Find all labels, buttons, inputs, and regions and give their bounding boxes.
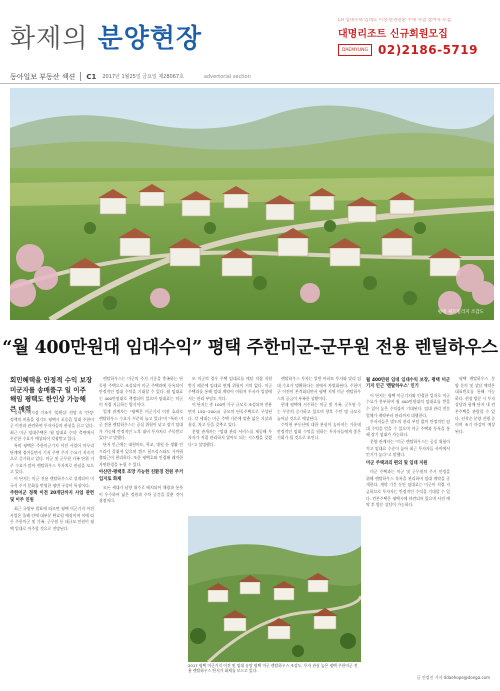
secondary-image-caption: 2017 평택 미군기지 이전 및 임대 유망 평택 미군 렌탈하우스 조감도. 투자 관심 높은 평택 주한미군 전용 렌탈하우스 단지가 화제를 모으고 있다. [188,663,358,673]
article-column-5 [366,376,450,662]
paragraph: 렌탈하우스는 미군의 주거 기준을 충족하는 단독형 주택으로 조성되며 미군 주택과에 등록되어 안정적인 임대 수익을 기대할 수 있다. 월 임대료는 400만원대로 책정되어 있으며 임대료는 미군이 직접 지급하는 방식이다. [99,376,183,408]
paragraph: 이 단지는 평택 미군기지와 인접한 입지로 미군 수요가 풍부하며 월 400만원대의 임대료를 받을 수 있어 높은 수익률이 기대된다. 임대 관리 전문 업체가 계약부터 관리까지 대행한다. [366,392,450,418]
article-column-4 [277,376,361,512]
paragraph: 업계 관계자는 "평택은 미군기지 이전 효과로 렌탈하우스 수요가 꾸준히 늘고 있다"며 "특히 미군 전용 렌탈하우스는 공실 위험이 낮고 장기 임대가 가능해 안정적인 노후 대비 투자처로 주목받고 있다"고 말했다. [99,408,183,441]
secondary-rendering-image [188,516,361,662]
paragraph: 이 단지는 미군 전용 렌탈하우스로 설계되어 미국식 주거 문화를 반영한 평면 구성이 특징이다. [10,475,94,488]
paragraph: 분양 관계자는 "임대 관리 서비스를 제공해 투자자가 직접 관리하지 않아도 되는 시스템을 갖췄다"고 설명했다. [188,428,272,447]
subheading: 아산만·평택호 조망 가능한 친환경 전원 주거 입지로 화제 [99,470,183,482]
paragraph: 최근 국방부 발표에 따르면 평택 미군기지 이전 사업은 올해 안에 대부분 완료될 예정이며 이에 따른 주한미군 및 가족, 군무원 등 대규모 인원이 평택 일대로 이주할 것으로 전망된다. [10,505,94,531]
paragraph: 이 단지는 총 100여 가구 규모로 조성되며 전용면적 150~200㎡ 규모의 단독주택으로 구성된다. 각 세대는 미군 주택 기준에 맞춘 넓은 거실과 침실, 차고 등을 갖추고 있다. [188,402,272,428]
article-column-1 [10,410,94,662]
paper-name: 동아일보 부동산 섹션 [10,72,76,81]
divider [80,72,81,81]
daemyung-logo-icon: DAEMYUNG [338,44,372,56]
hillside-houses-illustration [188,516,361,662]
photo-credit: 평택 제트빌리지 조감도 [437,310,484,315]
section-title [10,18,202,55]
ad-main-text: 대명리조트 신규회원모집 [338,29,448,40]
ad-box[interactable] [338,18,494,66]
section-title-light: 화제의 [10,24,98,54]
ad-phone: 02)2186-5719 [378,43,478,57]
paragraph: 단지 인근에는 대형마트, 학교, 병원 등 생활 인프라가 갖춰져 있으며 캠프 험프리스와도 가까워 출퇴근이 편리하다. 또한 평택호와 인접해 쾌적한 자연환경을 누릴 수 있다. [99,441,183,467]
paragraph: 모든 세대가 남향 위주로 배치되어 채광과 통풍이 우수하며 넓은 정원과 주차 공간을 갖춘 것이 장점이다. [99,485,183,504]
paragraph: 분양 관계자는 "미군 렌탈하우스는 공실 위험이 적고 임대료 수준이 높아 최근 투자자들 사이에서 인기가 높다"고 말했다. [366,438,450,458]
paragraph: 수익형 부동산에 대한 관심이 높아지는 가운데 안정적인 임대 수익을 원하는 투자자들에게 좋은 기회가 될 것으로 보인다. [277,422,361,441]
main-rendering-image [10,88,494,320]
ad-bottom [338,43,494,57]
paragraph: 미군 주택과는 미군 및 군무원의 주거 안정을 위해 렌탈하우스 목록을 관리하며 임대 계약을 중개한다. 계약 기간 동안 임대료는 미군이 직접 지급하므로 투자자는 안정적인 수익을 기대할 수 있다. 견본주택은 평택시에 마련되어 있으며 사전 예약 후 방문 상담이 가능하다. [366,469,450,508]
paragraph: 올해 주택시장 기조가 '불확실' 전망 속 '안정' 정책의 비율을 경기도 평택시 포승읍 일대 주한미군 이전과 관련하여 투자자들의 관심을 끌고 있다. 최근 미군 임대주택은 '월 임대료 수익' 측면에서 꾸준한 수요가 예상되어 각광받고 있다. [10,410,94,442]
paragraph: 또 미군의 경우 주택 임대료를 매달 직접 지원받기 때문에 임대료 연체 위험이 거의 없다. 미군 주택과를 통해 임대 계약이 이뤄져 투자자 입장에서는 관리 부담도 적다. [188,376,272,401]
paragraph: 투자자들은 별도의 관리 부담 없이 안정적인 임대 수익을 얻을 수 있으며 미군 주택과 등록을 통해 장기 임대가 가능하다. [366,419,450,438]
page-number: C1 [86,72,97,81]
village-aerial-illustration [10,88,494,320]
paragraph: 평택 렌탈하우스 분양 문의 및 상담 예약은 대표번호를 통해 가능하다. 현장 방문 시 투자 상담과 함께 단지 내 견본주택을 관람할 수 있다. 선착순 분양 진행 중이며 조기 마감이 예상된다. [455,376,495,434]
paragraph: 렌탈하우스 투자는 일반 아파트 투자와 달리 임대 수요가 명확하다는 점에서 차별화된다. 주한미군 이전이 본격화되면서 평택 지역 미군 렌탈하우스의 공급이 부족한 상황이다. [277,376,361,401]
reporter-byline: 글 안정진 기자 ddaehope@donga.com [416,675,490,680]
article-column-3 [188,376,272,512]
ad-top-text: LH 임대주택 임대료 이상·분양전환 주택 사업 참여자 모집 [338,18,451,23]
edition-info: 2017년 1월25일 금요일 제28067호 [102,74,184,80]
lead-summary: 회민혜택을 안정적 수익 보장 미군자를 송매품구 일 이주 해임 평택도 한인상 가능해 큰 매력 [10,376,93,413]
article-column-6 [455,376,495,662]
paragraph: 현재 평택에 거주하는 미군 및 가족, 군무원 수는 꾸준히 증가하고 있으며 향후 수만 명 규모로 늘어날 것으로 예상된다. [277,402,361,421]
section-label: advertorial section [203,73,251,80]
headline: “월 400만원대 임대수익” 평택 주한미군-군무원 전용 렌틸하우스 [2,338,498,358]
info-bar [0,70,500,84]
subheading: 월 400만원 임대 임대수익 보장, 평택 미군기지 인근 '렌탈하우스' 인기 [366,378,450,390]
section-title-bold: 분양현장 [97,24,203,54]
subheading: 미군 주택과의 편의 및 임대 지원 [366,460,428,466]
paragraph: 특히 평택은 주한미군기지 이전 사업이 마무리 단계에 접어들면서 기지 주변 주거 수요가 지속적으로 증가하고 있다. 미군 및 군무원 가족 단위 거주 수요가 많아 렌탈하우스 투자처로 관심을 모으고 있다. [10,442,94,475]
article-column-2 [99,376,183,662]
subheading: 주한미군 정책 이전 20개단까지 사업 관련 및 이주 인원 [10,491,94,503]
